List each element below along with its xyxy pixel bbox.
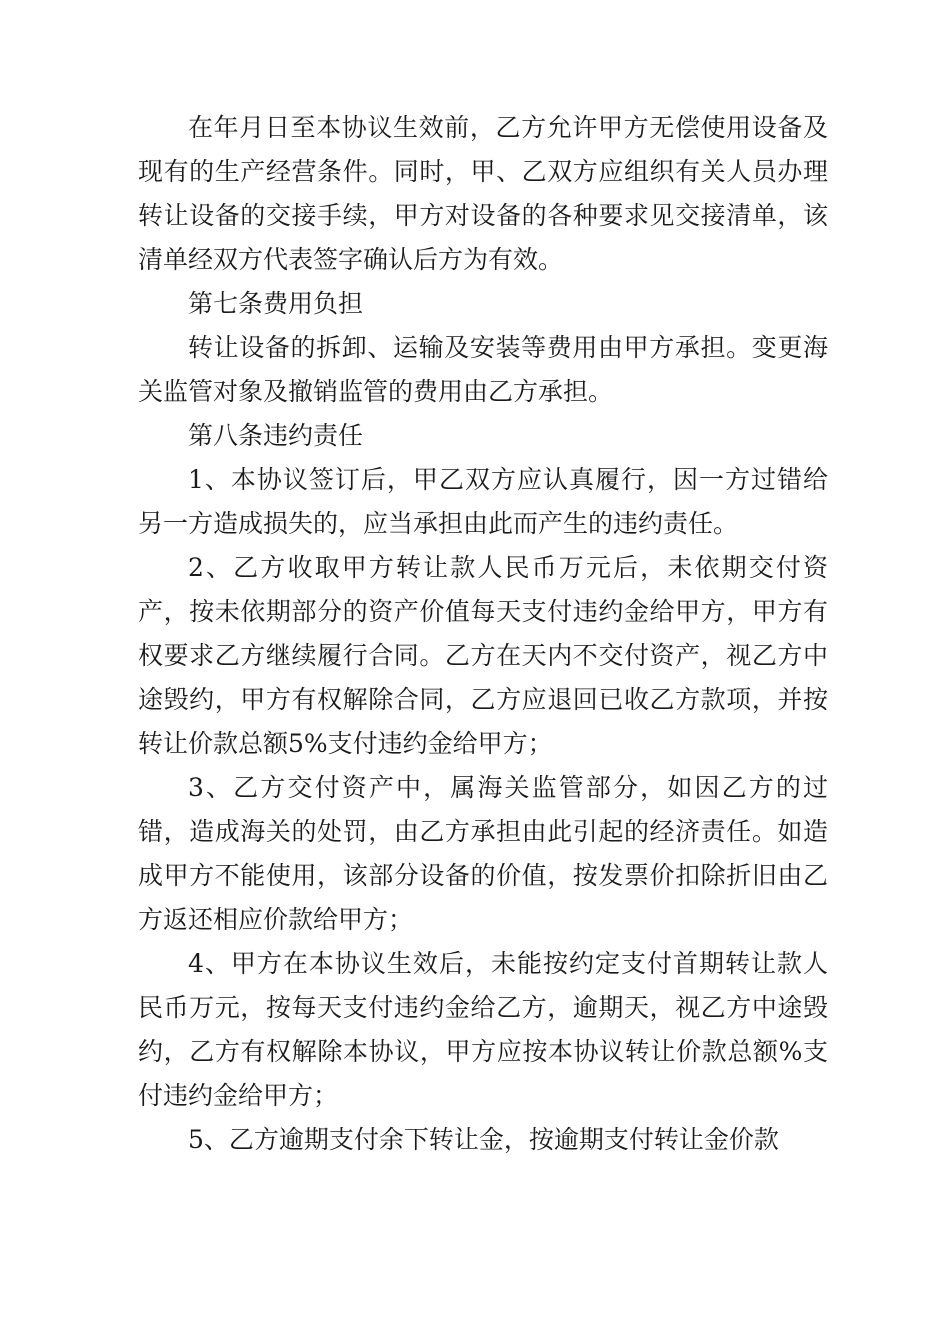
paragraph-handover: 在年月日至本协议生效前，乙方允许甲方无偿使用设备及现有的生产经营条件。同时，甲、乙双方应组织有关人员办理转让设备的交接手续，甲方对设备的各种要求见交接清单，该清单经双方代表签字确认后方为有效。: [138, 113, 828, 274]
paragraph-clause-1: 1、本协议签订后，甲乙双方应认真履行，因一方过错给另一方造成损失的，应当承担由此而产生的违约责任。: [138, 465, 828, 538]
document-body: [138, 106, 828, 1162]
paragraph-clause-2: 2、乙方收取甲方转让款人民币万元后，未依期交付资产，按未依期部分的资产价值每天支付违约金给甲方，甲方有权要求乙方继续履行合同。乙方在天内不交付资产，视乙方中途毁约，甲方有权解除合同，乙方应退回已收乙方款项，并按转让价款总额5%支付违约金给甲方；: [138, 553, 828, 758]
heading-article-8: 第八条违约责任: [188, 421, 364, 450]
heading-article-7: 第七条费用负担: [188, 289, 364, 318]
paragraph-clause-4: 4、甲方在本协议生效后，未能按约定支付首期转让款人民币万元，按每天支付违约金给乙方，逾期天，视乙方中途毁约，乙方有权解除本协议，甲方应按本协议转让价款总额%支付违约金给甲方；: [138, 949, 828, 1110]
paragraph-clause-3: 3、乙方交付资产中，属海关监管部分，如因乙方的过错，造成海关的处罚，由乙方承担由此引起的经济责任。如造成甲方不能使用，该部分设备的价值，按发票价扣除折旧由乙方返还相应价款给甲方；: [138, 773, 828, 934]
paragraph-clause-5: 5、乙方逾期支付余下转让金，按逾期支付转让金价款: [188, 1125, 779, 1154]
paragraph-costs: 转让设备的拆卸、运输及安装等费用由甲方承担。变更海关监管对象及撤销监管的费用由乙方承担。: [138, 333, 828, 406]
